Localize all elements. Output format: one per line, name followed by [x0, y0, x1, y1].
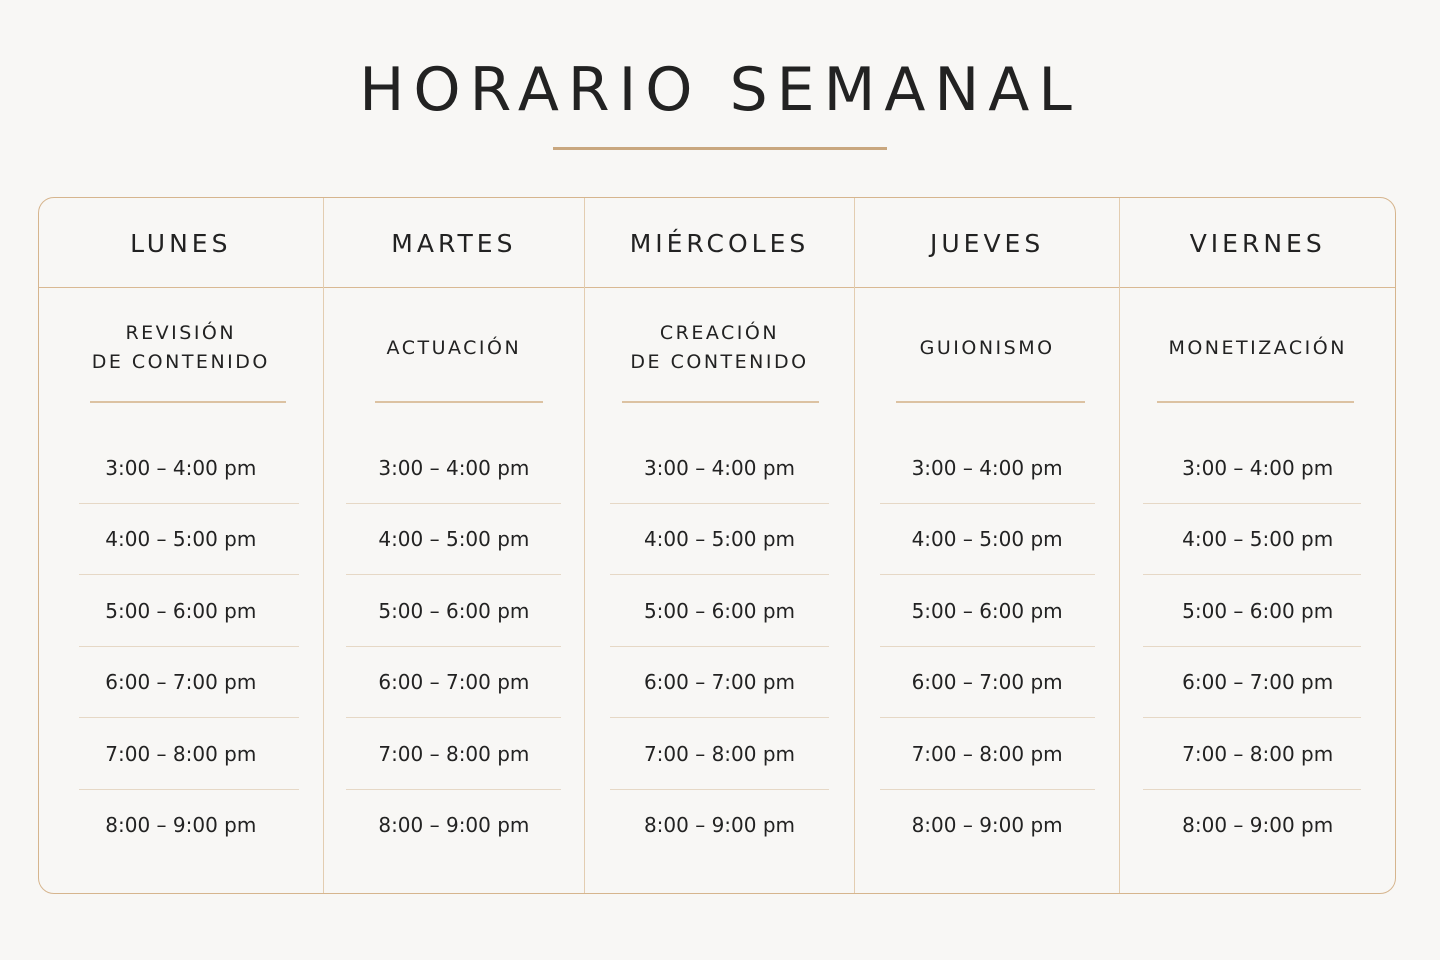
time-slot [855, 575, 1120, 647]
time-slot-list [39, 432, 323, 861]
time-slot [39, 432, 323, 504]
day-subject: CREACIÓN DE CONTENIDO [630, 322, 809, 373]
time-slot [324, 790, 585, 862]
time-slot-label: 3:00 – 4:00 pm [911, 455, 1063, 480]
time-slot-label: 8:00 – 9:00 pm [1182, 813, 1334, 838]
time-slot-list [585, 432, 854, 861]
time-slot-list [324, 432, 585, 861]
day-column-miercoles [585, 198, 855, 893]
time-slot-list [855, 432, 1120, 861]
time-slot-label: 7:00 – 8:00 pm [378, 741, 530, 766]
day-header: MIÉRCOLES [585, 198, 854, 288]
weekly-schedule-table [38, 197, 1396, 894]
time-slot [585, 575, 854, 647]
time-slot [585, 432, 854, 504]
time-slot-label: 6:00 – 7:00 pm [1182, 670, 1334, 695]
time-slot [39, 504, 323, 576]
time-slot-label: 7:00 – 8:00 pm [1182, 741, 1334, 766]
day-column-jueves [855, 198, 1121, 893]
subject-divider [622, 401, 819, 403]
time-slot-list [1120, 432, 1395, 861]
day-header: JUEVES [855, 198, 1120, 288]
time-slot [39, 647, 323, 719]
day-header: VIERNES [1120, 198, 1395, 288]
time-slot-label: 7:00 – 8:00 pm [105, 741, 257, 766]
day-subject: GUIONISMO [919, 336, 1055, 359]
time-slot [1120, 504, 1395, 576]
time-slot [855, 647, 1120, 719]
time-slot-label: 6:00 – 7:00 pm [911, 670, 1063, 695]
time-slot [1120, 432, 1395, 504]
day-column-martes [324, 198, 586, 893]
time-slot [324, 718, 585, 790]
subject-divider [90, 401, 286, 403]
time-slot-label: 3:00 – 4:00 pm [105, 455, 257, 480]
time-slot [585, 647, 854, 719]
time-slot-label: 6:00 – 7:00 pm [643, 670, 796, 695]
time-slot-label: 8:00 – 9:00 pm [911, 813, 1063, 838]
time-slot-label: 7:00 – 8:00 pm [911, 741, 1063, 766]
time-slot-label: 5:00 – 6:00 pm [105, 598, 257, 623]
time-slot-label: 4:00 – 5:00 pm [378, 527, 530, 552]
time-slot-label: 5:00 – 6:00 pm [643, 598, 796, 623]
day-header: MARTES [324, 198, 585, 288]
time-slot [855, 718, 1120, 790]
time-slot-label: 4:00 – 5:00 pm [1182, 527, 1334, 552]
time-slot [324, 432, 585, 504]
day-subject: MONETIZACIÓN [1168, 336, 1347, 359]
time-slot [855, 790, 1120, 862]
day-subject: REVISIÓN DE CONTENIDO [91, 322, 270, 373]
time-slot-label: 4:00 – 5:00 pm [643, 527, 796, 552]
time-slot [324, 575, 585, 647]
time-slot-label: 3:00 – 4:00 pm [643, 455, 796, 480]
time-slot [1120, 647, 1395, 719]
time-slot [1120, 790, 1395, 862]
time-slot [585, 718, 854, 790]
time-slot [324, 647, 585, 719]
time-slot-label: 6:00 – 7:00 pm [378, 670, 530, 695]
time-slot-label: 4:00 – 5:00 pm [105, 527, 257, 552]
time-slot-label: 4:00 – 5:00 pm [911, 527, 1063, 552]
time-slot-label: 6:00 – 7:00 pm [105, 670, 257, 695]
time-slot-label: 7:00 – 8:00 pm [643, 741, 796, 766]
day-header: LUNES [39, 198, 323, 288]
time-slot-label: 5:00 – 6:00 pm [1182, 598, 1334, 623]
time-slot-label: 8:00 – 9:00 pm [378, 813, 530, 838]
day-column-viernes [1120, 198, 1395, 893]
time-slot-label: 8:00 – 9:00 pm [643, 813, 796, 838]
day-subject: ACTUACIÓN [386, 336, 522, 359]
time-slot-label: 3:00 – 4:00 pm [1182, 455, 1334, 480]
page-title: HORARIO SEMANAL [359, 55, 1081, 125]
time-slot-label: 3:00 – 4:00 pm [378, 455, 530, 480]
time-slot [855, 504, 1120, 576]
time-slot [39, 575, 323, 647]
title-underline [553, 147, 887, 150]
time-slot [585, 790, 854, 862]
day-column-lunes [39, 198, 324, 893]
time-slot [39, 718, 323, 790]
subject-divider [1157, 401, 1354, 403]
subject-divider [896, 401, 1085, 403]
time-slot-label: 5:00 – 6:00 pm [378, 598, 530, 623]
time-slot [855, 432, 1120, 504]
time-slot [39, 790, 323, 862]
subject-divider [375, 401, 543, 403]
time-slot [1120, 575, 1395, 647]
time-slot-label: 5:00 – 6:00 pm [911, 598, 1063, 623]
time-slot [1120, 718, 1395, 790]
time-slot [585, 504, 854, 576]
time-slot [324, 504, 585, 576]
time-slot-label: 8:00 – 9:00 pm [105, 813, 257, 838]
